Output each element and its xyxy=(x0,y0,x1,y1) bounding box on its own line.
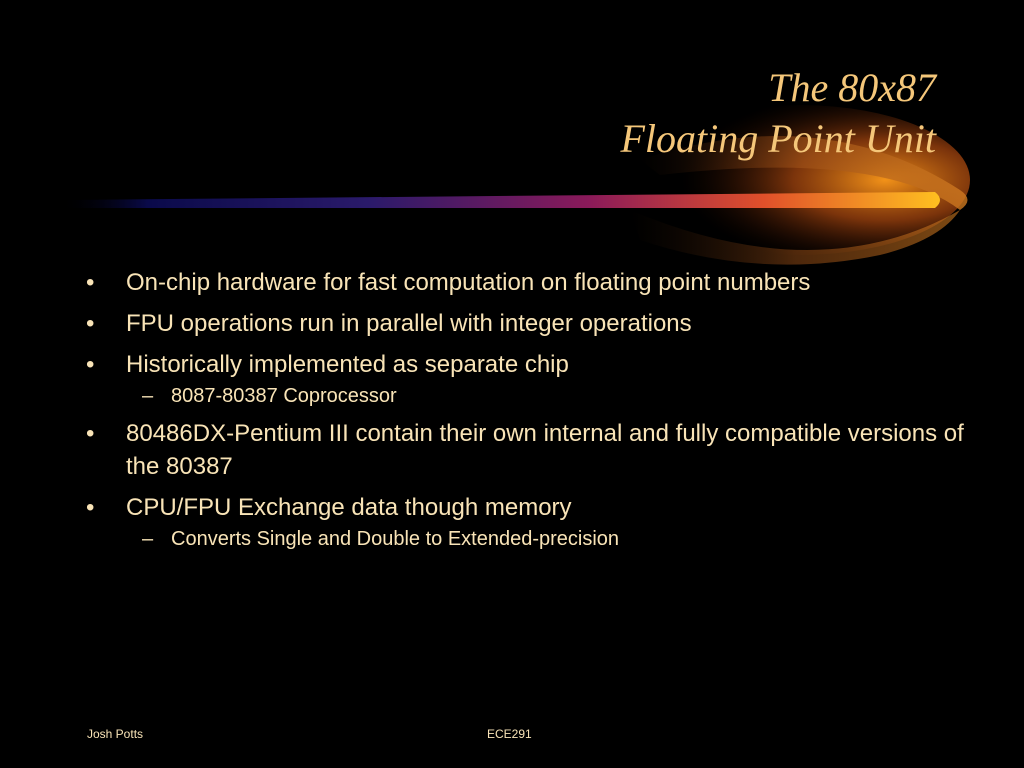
sub-bullet-text: 8087-80387 Coprocessor xyxy=(171,385,397,407)
bullet-marker: • xyxy=(86,351,95,378)
slide-title xyxy=(620,62,936,164)
bullet-text: FPU operations run in parallel with integer operations xyxy=(126,310,692,337)
footer-course: ECE291 xyxy=(487,727,532,741)
slide-title-line2: Floating Point Unit xyxy=(620,116,936,161)
slide-title-line1: The 80x87 xyxy=(768,65,936,110)
sub-bullet-item xyxy=(86,383,966,410)
bullet-text: On-chip hardware for fast computation on floating point numbers xyxy=(126,269,811,296)
bullet-text: Historically implemented as separate chip xyxy=(126,351,569,378)
bullet-marker: • xyxy=(86,420,95,447)
bullet-text: 80486DX-Pentium III contain their own internal and fully compatible versions of the 80387 xyxy=(126,420,964,480)
bullet-item xyxy=(86,491,966,524)
bullet-list xyxy=(86,266,966,560)
sub-bullet-marker: – xyxy=(142,385,154,407)
bullet-item xyxy=(86,307,966,340)
bullet-marker: • xyxy=(86,310,95,337)
bullet-item xyxy=(86,266,966,299)
bullet-item xyxy=(86,348,966,381)
footer-author: Josh Potts xyxy=(87,727,144,741)
sub-bullet-item xyxy=(86,526,966,553)
bullet-marker: • xyxy=(86,269,95,296)
bullet-text: CPU/FPU Exchange data though memory xyxy=(126,494,572,521)
sub-bullet-marker: – xyxy=(142,528,154,550)
bullet-item xyxy=(86,417,966,483)
sub-bullet-text: Converts Single and Double to Extended-precision xyxy=(171,528,620,550)
bullet-marker: • xyxy=(86,494,95,521)
